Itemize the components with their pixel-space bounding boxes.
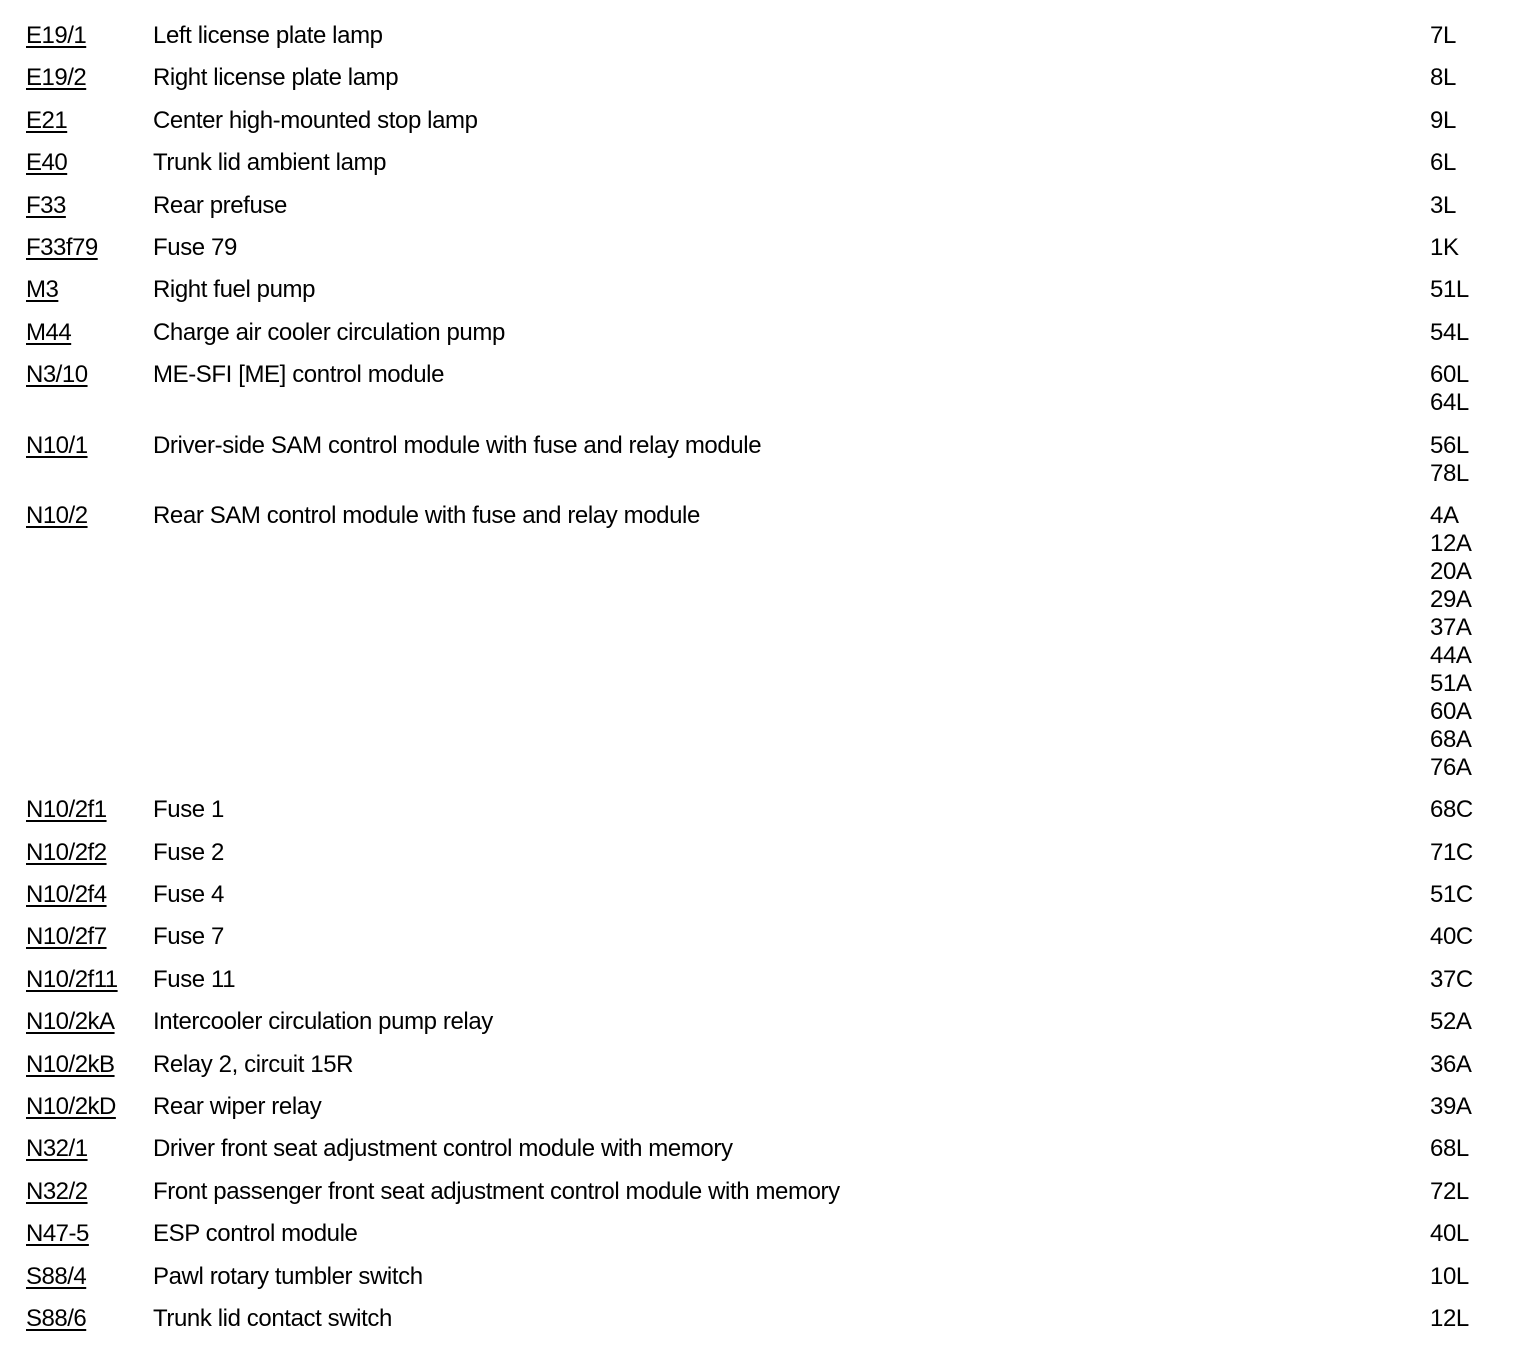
component-description: Rear wiper relay: [153, 1093, 322, 1121]
component-code-link[interactable]: N10/2f4: [26, 881, 107, 909]
component-legend-table: [26, 22, 1500, 1347]
grid-reference: 64L: [1430, 389, 1469, 417]
legend-row: [26, 839, 1500, 867]
component-description: Fuse 1: [153, 796, 224, 824]
component-description: Fuse 7: [153, 923, 224, 951]
grid-reference: 10L: [1430, 1262, 1469, 1290]
grid-reference-list: [1430, 1008, 1500, 1036]
component-code-link[interactable]: N10/1: [26, 431, 88, 459]
component-description: Rear SAM control module with fuse and relay module: [153, 501, 700, 529]
component-code-link[interactable]: S88/4: [26, 1262, 87, 1290]
grid-reference: 51L: [1430, 276, 1469, 304]
grid-reference-list: [1430, 796, 1500, 824]
component-code-link[interactable]: M44: [26, 318, 72, 346]
component-code-link[interactable]: N10/2kB: [26, 1050, 115, 1078]
grid-reference: 78L: [1430, 459, 1469, 487]
grid-reference-list: [1430, 881, 1500, 909]
grid-reference: 37C: [1430, 965, 1473, 993]
grid-reference-list: [1430, 923, 1500, 951]
legend-row: [26, 1093, 1500, 1121]
component-description: Pawl rotary tumbler switch: [153, 1262, 423, 1290]
grid-reference: 7L: [1430, 22, 1456, 49]
component-code-link[interactable]: S88/6: [26, 1304, 87, 1332]
component-description: Trunk lid contact switch: [153, 1304, 392, 1332]
legend-row: [26, 22, 1500, 50]
component-description: Driver front seat adjustment control module with memory: [153, 1135, 733, 1163]
grid-reference: 8L: [1430, 64, 1456, 92]
grid-reference: 9L: [1430, 106, 1456, 134]
component-description: Trunk lid ambient lamp: [153, 149, 387, 177]
legend-row: [26, 1135, 1500, 1163]
component-code-link[interactable]: F33: [26, 191, 66, 219]
grid-reference-list: [1430, 502, 1500, 782]
legend-row: [26, 881, 1500, 909]
component-code-link[interactable]: N10/2f11: [26, 965, 118, 993]
grid-reference-list: [1430, 1093, 1500, 1121]
legend-row: [26, 276, 1500, 304]
legend-row: [26, 1305, 1500, 1333]
grid-reference-list: [1430, 319, 1500, 347]
component-description: ESP control module: [153, 1220, 358, 1248]
legend-row: [26, 1051, 1500, 1079]
component-description: Left license plate lamp: [153, 22, 383, 49]
component-code-link[interactable]: N10/2kD: [26, 1093, 116, 1121]
component-code-link[interactable]: N10/2: [26, 501, 88, 529]
component-code-link[interactable]: N47-5: [26, 1220, 89, 1248]
grid-reference-list: [1430, 22, 1500, 50]
grid-reference-list: [1430, 432, 1500, 488]
component-code-link[interactable]: E21: [26, 106, 68, 134]
component-description: Right fuel pump: [153, 276, 316, 304]
legend-row: [26, 234, 1500, 262]
grid-reference: 12A: [1430, 529, 1472, 557]
legend-row: [26, 149, 1500, 177]
grid-reference-list: [1430, 966, 1500, 994]
grid-reference-list: [1430, 361, 1500, 417]
component-code-link[interactable]: N32/1: [26, 1135, 88, 1163]
grid-reference: 68A: [1430, 725, 1472, 753]
grid-reference: 56L: [1430, 431, 1469, 459]
legend-row: [26, 1008, 1500, 1036]
grid-reference-list: [1430, 1135, 1500, 1163]
grid-reference: 36A: [1430, 1050, 1472, 1078]
legend-row: [26, 192, 1500, 220]
grid-reference: 72L: [1430, 1177, 1469, 1205]
grid-reference: 71C: [1430, 838, 1473, 866]
grid-reference: 51C: [1430, 881, 1473, 909]
component-description: ME-SFI [ME] control module: [153, 361, 445, 389]
grid-reference-list: [1430, 107, 1500, 135]
component-code-link[interactable]: N10/2kA: [26, 1008, 115, 1036]
grid-reference-list: [1430, 276, 1500, 304]
grid-reference: 1K: [1430, 233, 1459, 261]
grid-reference: 68C: [1430, 796, 1473, 824]
grid-reference-list: [1430, 64, 1500, 92]
legend-row: [26, 1178, 1500, 1206]
component-description: Relay 2, circuit 15R: [153, 1050, 354, 1078]
component-description: Fuse 2: [153, 838, 224, 866]
grid-reference-list: [1430, 1263, 1500, 1291]
component-description: Intercooler circulation pump relay: [153, 1008, 493, 1036]
component-code-link[interactable]: N10/2f1: [26, 796, 107, 824]
grid-reference: 54L: [1430, 318, 1469, 346]
grid-reference: 44A: [1430, 641, 1472, 669]
grid-reference: 37A: [1430, 613, 1472, 641]
grid-reference: 68L: [1430, 1135, 1469, 1163]
legend-row: [26, 966, 1500, 994]
grid-reference: 3L: [1430, 191, 1456, 219]
component-code-link[interactable]: E19/2: [26, 64, 87, 92]
component-description: Right license plate lamp: [153, 64, 399, 92]
legend-row: [26, 64, 1500, 92]
component-code-link[interactable]: N32/2: [26, 1177, 88, 1205]
grid-reference-list: [1430, 1051, 1500, 1079]
grid-reference-list: [1430, 234, 1500, 262]
component-code-link[interactable]: E19/1: [26, 22, 87, 49]
legend-row: [26, 107, 1500, 135]
component-code-link[interactable]: M3: [26, 276, 59, 304]
grid-reference-list: [1430, 1220, 1500, 1248]
grid-reference: 39A: [1430, 1093, 1472, 1121]
grid-reference: 4A: [1430, 501, 1459, 529]
legend-row: [26, 319, 1500, 347]
grid-reference-list: [1430, 839, 1500, 867]
legend-row: [26, 1220, 1500, 1248]
grid-reference: 52A: [1430, 1008, 1472, 1036]
component-code-link[interactable]: N10/2f2: [26, 838, 107, 866]
component-code-link[interactable]: F33f79: [26, 233, 98, 261]
component-description: Charge air cooler circulation pump: [153, 318, 505, 346]
grid-reference: 40C: [1430, 923, 1473, 951]
component-description: Fuse 4: [153, 881, 224, 909]
grid-reference: 12L: [1430, 1304, 1469, 1332]
grid-reference-list: [1430, 1178, 1500, 1206]
legend-row: [26, 361, 1500, 417]
legend-row: [26, 923, 1500, 951]
component-code-link[interactable]: N3/10: [26, 361, 88, 389]
component-code-link[interactable]: E40: [26, 149, 68, 177]
component-description: Fuse 79: [153, 233, 237, 261]
grid-reference: 60A: [1430, 697, 1472, 725]
grid-reference: 76A: [1430, 753, 1472, 781]
component-description: Fuse 11: [153, 965, 236, 993]
component-description: Driver-side SAM control module with fuse and relay module: [153, 431, 762, 459]
grid-reference: 20A: [1430, 557, 1472, 585]
legend-row: [26, 796, 1500, 824]
grid-reference: 29A: [1430, 585, 1472, 613]
grid-reference-list: [1430, 149, 1500, 177]
component-description: Rear prefuse: [153, 191, 287, 219]
legend-row: [26, 1263, 1500, 1291]
grid-reference: 60L: [1430, 361, 1469, 389]
component-code-link[interactable]: N10/2f7: [26, 923, 107, 951]
grid-reference-list: [1430, 1305, 1500, 1333]
legend-row: [26, 502, 1500, 782]
grid-reference: 40L: [1430, 1220, 1469, 1248]
grid-reference: 51A: [1430, 669, 1472, 697]
grid-reference: 6L: [1430, 149, 1456, 177]
component-description: Center high-mounted stop lamp: [153, 106, 478, 134]
legend-row: [26, 432, 1500, 488]
component-description: Front passenger front seat adjustment control module with memory: [153, 1177, 840, 1205]
grid-reference-list: [1430, 192, 1500, 220]
